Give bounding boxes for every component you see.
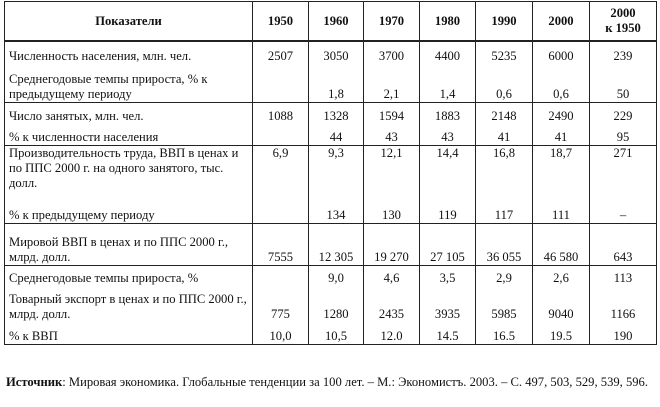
cell-value: 3935 (420, 286, 476, 322)
cell-value: 2148 (476, 102, 533, 124)
cell-value: 1883 (420, 102, 476, 124)
cell-value: 14.5 (420, 322, 476, 344)
table-row (5, 41, 657, 64)
cell-value: – (590, 201, 657, 223)
cell-value: 2490 (533, 102, 590, 124)
cell-value: 19 270 (364, 223, 420, 265)
cell-value: 119 (420, 201, 476, 223)
cell-value: 2,1 (364, 64, 420, 102)
cell-value: 16.5 (476, 322, 533, 344)
cell-value: 6,9 (253, 145, 309, 201)
cell-value: 10,5 (309, 322, 364, 344)
table-row (5, 286, 657, 322)
cell-value: 3,5 (420, 265, 476, 286)
cell-value: 7555 (253, 223, 309, 265)
cell-value: 1,8 (309, 64, 364, 102)
header-year: 1980 (420, 2, 476, 42)
cell-value: 0,6 (533, 64, 590, 102)
header-year: 1950 (253, 2, 309, 42)
cell-value: 44 (309, 124, 364, 145)
cell-value: 239 (590, 41, 657, 64)
source-note (6, 375, 656, 390)
cell-value: 117 (476, 201, 533, 223)
cell-value: 2507 (253, 41, 309, 64)
cell-value: 0,6 (476, 64, 533, 102)
table-row (5, 124, 657, 145)
cell-value: 134 (309, 201, 364, 223)
data-table (4, 1, 657, 345)
cell-value: 4,6 (364, 265, 420, 286)
cell-value: 43 (364, 124, 420, 145)
table-row (5, 64, 657, 102)
cell-value (253, 124, 309, 145)
cell-value: 130 (364, 201, 420, 223)
source-label: Источник (6, 375, 63, 389)
cell-value: 95 (590, 124, 657, 145)
cell-value: 46 580 (533, 223, 590, 265)
header-year: 2000 (533, 2, 590, 42)
cell-value: 6000 (533, 41, 590, 64)
row-label: Производительность труда, ВВП в ценах и по ППС 2000 г. на одного занятого, тыс. долл. (5, 145, 253, 201)
cell-value: 3050 (309, 41, 364, 64)
header-year: 1990 (476, 2, 533, 42)
row-label: Число занятых, млн. чел. (5, 102, 253, 124)
cell-value: 27 105 (420, 223, 476, 265)
cell-value: 3700 (364, 41, 420, 64)
cell-value: 5235 (476, 41, 533, 64)
cell-value: 2435 (364, 286, 420, 322)
table-row (5, 201, 657, 223)
cell-value: 1,4 (420, 64, 476, 102)
row-label: Среднегодовые темпы прироста, % к предыдущему периоду (5, 64, 253, 102)
cell-value: 2,9 (476, 265, 533, 286)
cell-value: 1166 (590, 286, 657, 322)
cell-value: 12.0 (364, 322, 420, 344)
row-label: Среднегодовые темпы прироста, % (5, 265, 253, 286)
cell-value: 19.5 (533, 322, 590, 344)
table-row (5, 223, 657, 265)
cell-value: 10,0 (253, 322, 309, 344)
header-year: 2000 к 1950 (590, 2, 657, 42)
cell-value (253, 64, 309, 102)
cell-value: 14,4 (420, 145, 476, 201)
cell-value: 9,0 (309, 265, 364, 286)
cell-value: 43 (420, 124, 476, 145)
cell-value: 1594 (364, 102, 420, 124)
row-label: % к предыдущему периоду (5, 201, 253, 223)
source-text: : Мировая экономика. Глобальные тенденции за 100 лет. – М.: Экономистъ. 2003. – С. 497, 503, 529, 539, 596. (62, 375, 648, 389)
cell-value: 1088 (253, 102, 309, 124)
cell-value: 41 (533, 124, 590, 145)
row-label: Численность населения, млн. чел. (5, 41, 253, 64)
cell-value: 4400 (420, 41, 476, 64)
cell-value: 643 (590, 223, 657, 265)
row-label: Товарный экспорт в ценах и по ППС 2000 г., млрд. долл. (5, 286, 253, 322)
cell-value: 111 (533, 201, 590, 223)
cell-value: 12 305 (309, 223, 364, 265)
cell-value: 113 (590, 265, 657, 286)
cell-value: 1328 (309, 102, 364, 124)
header-year: 1970 (364, 2, 420, 42)
cell-value: 16,8 (476, 145, 533, 201)
cell-value: 41 (476, 124, 533, 145)
header-indicator: Показатели (5, 2, 253, 42)
row-label: % к численности населения (5, 124, 253, 145)
table-row (5, 102, 657, 124)
cell-value: 2,6 (533, 265, 590, 286)
cell-value: 271 (590, 145, 657, 201)
cell-value: 775 (253, 286, 309, 322)
cell-value: 18,7 (533, 145, 590, 201)
table-body (5, 41, 657, 344)
cell-value: 190 (590, 322, 657, 344)
table-header-row (5, 2, 657, 42)
row-label: Мировой ВВП в ценах и по ППС 2000 г., млрд. долл. (5, 223, 253, 265)
cell-value: 50 (590, 64, 657, 102)
table-row (5, 265, 657, 286)
header-year: 1960 (309, 2, 364, 42)
cell-value: 36 055 (476, 223, 533, 265)
cell-value: 1280 (309, 286, 364, 322)
cell-value: 5985 (476, 286, 533, 322)
cell-value (253, 201, 309, 223)
row-label: % к ВВП (5, 322, 253, 344)
cell-value: 229 (590, 102, 657, 124)
table-row (5, 145, 657, 201)
cell-value (253, 265, 309, 286)
cell-value: 12,1 (364, 145, 420, 201)
cell-value: 9040 (533, 286, 590, 322)
cell-value: 9,3 (309, 145, 364, 201)
table-row (5, 322, 657, 344)
